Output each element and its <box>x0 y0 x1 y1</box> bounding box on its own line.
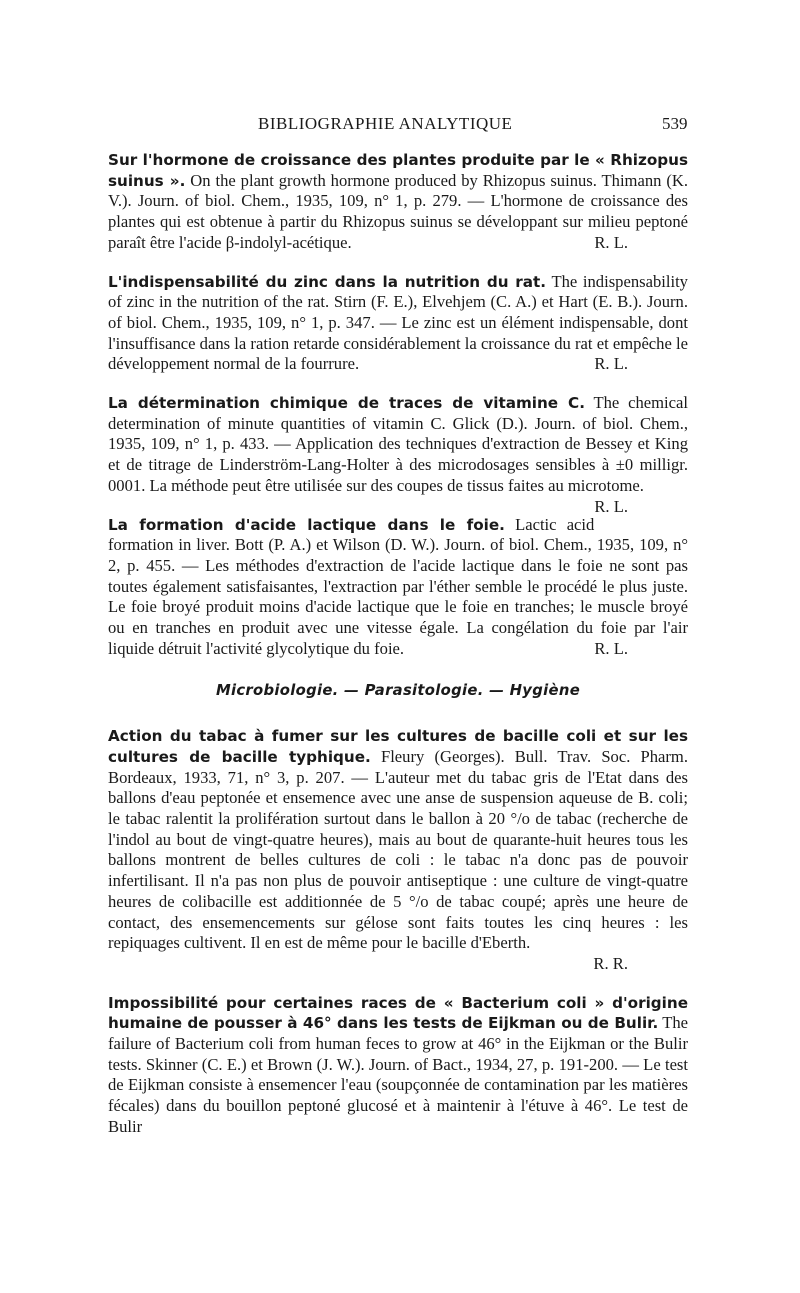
abstract-title: Sur l'hormone de croissance des plantes produite par le « Rhizopus suinus ». <box>108 151 688 190</box>
abstract-entry <box>108 993 688 1138</box>
abstract-entry <box>108 150 688 254</box>
abstract-body: The indispensability of zinc in the nutrition of the rat. Stirn (F. E.), Elvehjem (C. A.) et Hart (E. B.). Journ. of biol. Chem., 1935, 109, n° 1, p. 347. — Le zinc est un élément indispensable, dont l'insuffisance dans la ration retarde considérablement la croissance du rat et empêche le développement normal de la fourrure. <box>108 271 688 374</box>
abstract-body: Fleury (Georges). Bull. Trav. Soc. Pharm. Bordeaux, 1933, 71, n° 3, p. 207. — L'auteur met du tabac gris de l'Etat dans des ballons d'eau peptonée et ensemence avec une anse de suspension aqueuse de B. coli; le tabac ralentit la prolifération surtout dans le ballon à 20 °/o de tabac (recherche de l'indol au bout de vingt-quatre heures), mais au bout de quarante-huit heures tous les ballons montrent de belles cultures de coli : le tabac n'a donc pas de pouvoir infertilisant. Il n'a pas non plus de pouvoir antiseptique : une culture de vingt-quatre heures de colibacille est additionnée de 5 °/o de tabac coupé; après une heure de contact, des ensemencements sur gélose sont faits toutes les cinq heures : les repiquages cultivent. Il en est de même pour le bacille d'Eberth. <box>108 746 688 953</box>
text-column <box>108 150 688 1156</box>
running-head <box>0 114 800 138</box>
abstract-title: La formation d'acide lactique dans le foie. <box>108 515 505 534</box>
abstract-title: La détermination chimique de traces de vitamine C. <box>108 394 585 413</box>
abstract-entry <box>108 393 688 516</box>
abstract-signature: R. L. <box>594 232 628 252</box>
abstract-body: On the plant growth hormone produced by Rhizopus suinus. Thimann (K. V.). Journ. of biol. Chem., 1935, 109, n° 1, p. 279. — L'hormone de croissance des plantes qui est obtenue à partir du Rhizopus suinus se développant sur milieu peptoné paraît être l'acide β-indolyl-acétique. <box>108 170 688 252</box>
abstract-signature: R. L. <box>594 496 628 516</box>
page-number: 539 <box>662 114 688 133</box>
abstract-title: L'indispensabilité du zinc dans la nutrition du rat. <box>108 272 547 291</box>
abstract-body: The failure of Bacterium coli from human feces to grow at 46° in the Eijkman or the Bulir tests. Skinner (C. E.) et Brown (J. W.). Journ. of Bact., 1934, 27, p. 191-200. — Le test de Eijkman consiste à ensemencer l'eau (soupçonnée de contamination par les matières fécales) dans du bouillon peptoné glucosé et à maintenir à l'étuve à 46°. Le test de Bulir <box>108 1013 688 1136</box>
abstract-body: The chemical determination of minute quantities of vitamin C. Glick (D.). Journ. of biol. Chem., 1935, 109, n° 1, p. 433. — Application des techniques d'extraction de Bessey et King et de titrage de Linderström-Lang-Holter à des microdosages sensibles à ±0 milligr. 0001. La méthode peut être utilisée sur des coupes de tissus faites au microtome. <box>108 393 688 495</box>
abstract-signature: R. L. <box>594 638 628 658</box>
abstract-entry <box>108 515 688 660</box>
abstract-signature: R. R. <box>593 953 628 973</box>
abstract-entry <box>108 726 688 974</box>
abstract-title: Action du tabac à fumer sur les cultures de bacille coli et sur les cultures de bacille typhique. <box>108 727 688 766</box>
abstract-entry <box>108 272 688 376</box>
abstract-body: Lactic acid formation in liver. Bott (P. A.) et Wilson (D. W.). Journ. of biol. Chem., 1935, 109, n° 2, p. 455. — Les méthodes d'extraction de l'acide lactique dans le foie ne sont pas toutes également satisfaisantes, l'extraction par l'éther semble le procédé le plus juste. Le foie broyé produit moins d'acide lactique que le foie en tranches; le muscle broyé ou en tranches en produit avec une vitesse égale. La congélation du foie par l'air liquide détruit l'activité glycolytique du foie. <box>108 514 688 658</box>
abstract-signature: R. L. <box>594 354 628 374</box>
running-head-title: BIBLIOGRAPHIE ANALYTIQUE <box>258 114 513 133</box>
section-heading: Microbiologie. — Parasitologie. — Hygiène <box>215 682 581 700</box>
abstract-title: Impossibilité pour certaines races de « Bacterium coli » d'origine humaine de pousser à 46° dans les tests de Eijkman ou de Bulir. <box>108 993 688 1033</box>
